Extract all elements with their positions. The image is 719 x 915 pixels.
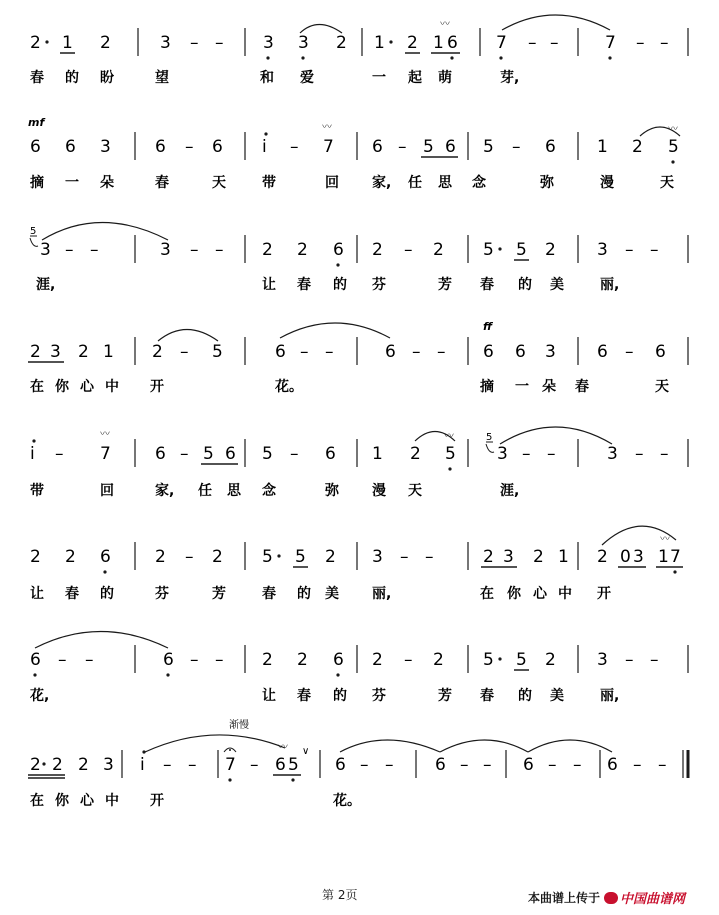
svg-text:–: – [437,342,446,362]
svg-text:1: 1 [374,33,385,53]
lyric-char: 芬 [372,277,386,293]
svg-text:–: – [412,342,421,362]
svg-text:3: 3 [597,240,608,260]
lyric-char: 萌 [438,70,452,86]
lyric-char: 任 [408,175,422,191]
lyric-char: 让 [30,586,44,602]
svg-text:–: – [215,33,224,53]
svg-text:–: – [633,755,642,775]
svg-text:2: 2 [325,547,336,567]
svg-text:2: 2 [410,444,421,464]
svg-text:3: 3 [100,137,111,157]
notes-summaries [0,0,24,1]
system-3-notation [30,223,688,267]
lyric-char: 让 [262,277,276,293]
lyric-char: 开 [597,586,611,602]
svg-text:i: i [30,444,35,464]
svg-text:5: 5 [516,650,527,670]
lyric-char: 一 [515,379,529,395]
lyric-char: 丽, [600,277,620,293]
lyric-char: 弥 [540,175,554,191]
lyric-char: 春 [480,277,494,293]
svg-text:6: 6 [545,137,556,157]
svg-text:–: – [625,342,634,362]
svg-text:5: 5 [668,137,679,157]
lyric-char: 回 [325,175,339,191]
svg-text:–: – [636,33,645,53]
lyric-char: 春 [297,277,311,293]
svg-text:–: – [573,755,582,775]
svg-text:2: 2 [262,650,273,670]
lyric-char: 天 [408,483,422,499]
lyric-char: 朵 [542,379,556,395]
svg-text:2: 2 [30,547,41,567]
lyric-char: 你 [55,793,69,809]
svg-text:–: – [400,547,409,567]
lyric-char: 念 [262,483,276,499]
lyric-char: 的 [333,277,347,293]
logo-icon [604,892,618,904]
svg-text:6: 6 [30,650,41,670]
lyric-char: 花。 [333,793,361,809]
lyric-char: 在 [30,793,44,809]
svg-text:–: – [658,755,667,775]
svg-text:2: 2 [372,650,383,670]
lyric-char: 天 [212,175,226,191]
lyric-char: 春 [155,175,169,191]
svg-text:–: – [180,342,189,362]
svg-text:5: 5 [483,650,494,670]
svg-text:7: 7 [670,547,681,567]
svg-text:5: 5 [30,226,37,237]
svg-text:6: 6 [163,650,174,670]
svg-text:6: 6 [335,755,346,775]
svg-text:–: – [650,650,659,670]
svg-text:2: 2 [407,33,418,53]
lyric-char: 摘 [30,175,44,191]
svg-text:1: 1 [597,137,608,157]
svg-text:2: 2 [483,547,494,567]
lyrics-layer [29,69,674,809]
lyric-char: 中 [105,793,119,809]
svg-text:〰: 〰 [660,534,670,545]
svg-text:2: 2 [433,240,444,260]
svg-text:6: 6 [515,342,526,362]
svg-text:–: – [185,547,194,567]
lyric-char: 的 [100,586,114,602]
svg-text:–: – [55,444,64,464]
lyric-char: 和 [260,70,274,86]
svg-text:3: 3 [40,240,51,260]
svg-text:–: – [188,755,197,775]
lyric-char: 你 [55,379,69,395]
lyric-char: 芽, [500,70,520,86]
svg-text:–: – [58,650,67,670]
lyric-char: 带 [30,483,44,499]
svg-text:6: 6 [155,444,166,464]
svg-text:1: 1 [372,444,383,464]
lyric-char: 家, [372,175,392,191]
svg-text:〰: 〰 [668,124,678,135]
svg-text:7: 7 [323,137,334,157]
svg-text:–: – [190,650,199,670]
lyric-char: 春 [480,688,494,704]
lyric-char: 弥 [325,483,339,499]
svg-text:2: 2 [433,650,444,670]
lyric-char: 一 [372,70,386,86]
svg-text:2: 2 [152,342,163,362]
lyric-char: 中 [558,586,572,602]
system-2-notation [30,122,680,164]
svg-text:2: 2 [52,755,63,775]
svg-text:–: – [547,444,556,464]
lyric-char: 的 [297,586,311,602]
svg-text:–: – [215,650,224,670]
svg-text:2: 2 [545,650,556,670]
svg-text:7: 7 [100,444,111,464]
svg-text:5: 5 [483,137,494,157]
lyric-char: 在 [480,586,494,602]
svg-text:2: 2 [30,342,41,362]
lyric-char: 的 [518,277,532,293]
svg-text:6: 6 [155,137,166,157]
lyric-char: 芳 [438,277,452,293]
svg-text:–: – [660,444,669,464]
system-1-notation [30,15,688,60]
lyric-char: 丽, [600,688,620,704]
svg-text:i: i [262,137,267,157]
svg-text:2: 2 [212,547,223,567]
svg-text:5: 5 [423,137,434,157]
svg-text:–: – [625,240,634,260]
svg-text:–: – [625,650,634,670]
lyric-char: 你 [507,586,521,602]
svg-text:–: – [522,444,531,464]
lyric-char: 起 [408,70,422,86]
lyric-char: 一 [65,175,79,191]
svg-text:i: i [140,755,145,775]
lyric-char: 念 [472,175,486,191]
svg-text:3: 3 [160,33,171,53]
lyric-char: 美 [325,586,339,602]
svg-text:2: 2 [262,240,273,260]
svg-text:6: 6 [333,650,344,670]
svg-text:5: 5 [262,547,273,567]
system-6-notation [30,526,683,573]
svg-text:6: 6 [372,137,383,157]
system-5-notation [30,427,688,471]
svg-text:5: 5 [212,342,223,362]
svg-text:6: 6 [275,755,286,775]
lyric-char: 芬 [372,688,386,704]
svg-text:–: – [250,755,259,775]
svg-text:6: 6 [385,342,396,362]
svg-text:5: 5 [486,432,493,443]
lyric-char: 让 [262,688,276,704]
lyric-char: 盼 [100,70,114,86]
lyric-char: 美 [550,277,564,293]
svg-text:6: 6 [65,137,76,157]
svg-text:6: 6 [447,33,458,53]
lyric-char: 天 [660,175,674,191]
svg-text:5: 5 [295,547,306,567]
svg-text:2: 2 [545,240,556,260]
svg-text:–: – [190,240,199,260]
lyric-char: 芳 [212,586,226,602]
svg-text:3: 3 [597,650,608,670]
lyric-char: 任 [198,483,212,499]
svg-text:3: 3 [50,342,61,362]
svg-text:2: 2 [78,755,89,775]
lyric-char: 春 [30,70,44,86]
svg-text:2: 2 [297,650,308,670]
svg-text:3: 3 [545,342,556,362]
svg-text:–: – [163,755,172,775]
svg-text:5: 5 [203,444,214,464]
svg-text:6: 6 [212,137,223,157]
lyric-char: 朵 [100,175,114,191]
svg-text:〰: 〰 [278,742,288,753]
svg-text:3: 3 [503,547,514,567]
lyric-char: 望 [155,70,169,86]
svg-text:–: – [550,33,559,53]
lyric-char: 漫 [600,175,614,191]
lyric-char: 心 [80,793,94,809]
lyric-char: 中 [105,379,119,395]
lyric-char: 美 [550,688,564,704]
svg-text:–: – [325,342,334,362]
svg-text:3: 3 [633,547,644,567]
svg-text:–: – [290,444,299,464]
lyric-char: 春 [262,586,276,602]
lyric-char: 思 [227,483,241,499]
lyric-char: 春 [575,379,589,395]
svg-text:3: 3 [372,547,383,567]
credit-text: 本曲谱上传于 [528,891,601,905]
svg-text:7: 7 [225,755,236,775]
svg-text:2: 2 [597,547,608,567]
lyric-char: 的 [518,688,532,704]
svg-text:2: 2 [30,755,41,775]
lyric-char: 春 [297,688,311,704]
svg-text:–: – [190,33,199,53]
lyric-char: 春 [65,586,79,602]
svg-text:3: 3 [160,240,171,260]
lyric-char: 家, [155,483,175,499]
svg-text:〰: 〰 [322,122,332,133]
svg-text:–: – [398,137,407,157]
lyric-char: 的 [333,688,347,704]
svg-text:0: 0 [620,547,631,567]
page-number: 第 2页 [322,888,358,902]
lyric-char: 的 [65,70,79,86]
svg-text:6: 6 [100,547,111,567]
svg-text:–: – [185,137,194,157]
svg-text:7: 7 [496,33,507,53]
svg-text:6: 6 [597,342,608,362]
svg-text:2: 2 [632,137,643,157]
svg-text:–: – [660,33,669,53]
svg-text:1: 1 [433,33,444,53]
svg-text:2: 2 [372,240,383,260]
svg-text:6: 6 [655,342,666,362]
svg-text:–: – [635,444,644,464]
lyric-char: 芬 [155,586,169,602]
svg-text:–: – [425,547,434,567]
svg-text:5: 5 [262,444,273,464]
dynamic-ff: ff [483,320,493,333]
svg-text:6: 6 [225,444,236,464]
svg-text:3: 3 [607,444,618,464]
svg-text:–: – [548,755,557,775]
lyric-char: 爱 [300,70,314,86]
svg-text:6: 6 [275,342,286,362]
svg-text:–: – [404,240,413,260]
svg-text:–: – [85,650,94,670]
dynamic-mf: mf [28,116,45,129]
svg-text:2: 2 [336,33,347,53]
lyric-char: 涯, [36,277,56,293]
svg-text:〰: 〰 [100,429,110,440]
svg-text:5: 5 [516,240,527,260]
svg-text:1: 1 [658,547,669,567]
lyric-char: 思 [438,175,452,191]
svg-text:6: 6 [325,444,336,464]
svg-text:2: 2 [78,342,89,362]
svg-text:–: – [460,755,469,775]
svg-text:6: 6 [30,137,41,157]
svg-text:2: 2 [533,547,544,567]
site-name: 中国曲谱网 [620,892,686,907]
svg-text:6: 6 [435,755,446,775]
svg-text:6: 6 [445,137,456,157]
svg-text:6: 6 [523,755,534,775]
svg-text:–: – [90,240,99,260]
svg-text:3: 3 [298,33,309,53]
svg-text:–: – [215,240,224,260]
svg-text:5: 5 [483,240,494,260]
lyric-char: 花, [30,688,50,704]
svg-text:∨: ∨ [302,746,310,757]
svg-text:〰: 〰 [444,431,454,442]
lyric-char: 心 [533,586,547,602]
lyric-char: 开 [150,793,164,809]
upload-credit [528,888,685,907]
lyric-char: 芳 [438,688,452,704]
svg-text:6: 6 [607,755,618,775]
svg-text:–: – [385,755,394,775]
svg-text:3: 3 [497,444,508,464]
svg-text:–: – [528,33,537,53]
svg-text:6: 6 [483,342,494,362]
svg-text:1: 1 [103,342,114,362]
lyric-char: 漫 [372,483,386,499]
svg-text:1: 1 [62,33,73,53]
svg-text:–: – [290,137,299,157]
svg-text:–: – [483,755,492,775]
lyric-char: 花。 [275,379,303,395]
svg-text:2: 2 [100,33,111,53]
lyric-char: 开 [150,379,164,395]
svg-text:5: 5 [445,444,456,464]
svg-text:–: – [650,240,659,260]
svg-text:–: – [512,137,521,157]
svg-text:〰: 〰 [440,19,450,30]
ritardando-mark: 渐慢 [229,720,249,731]
svg-text:6: 6 [333,240,344,260]
svg-text:2: 2 [155,547,166,567]
svg-text:–: – [65,240,74,260]
svg-text:1: 1 [558,547,569,567]
svg-text:7: 7 [605,33,616,53]
system-8-notation [28,718,688,782]
site-logo[interactable] [604,888,685,907]
svg-text:–: – [300,342,309,362]
lyric-char: 涯, [500,483,520,499]
svg-text:2: 2 [30,33,41,53]
lyric-char: 丽, [372,586,392,602]
svg-text:–: – [404,650,413,670]
lyric-char: 在 [30,379,44,395]
svg-text:3: 3 [263,33,274,53]
system-7-notation [30,632,688,677]
lyric-char: 带 [262,175,276,191]
system-4-notation [28,323,688,365]
svg-text:5: 5 [288,755,299,775]
lyric-char: 天 [655,379,669,395]
svg-text:2: 2 [297,240,308,260]
svg-text:–: – [360,755,369,775]
lyric-char: 心 [80,379,94,395]
lyric-char: 摘 [480,379,494,395]
svg-text:2: 2 [65,547,76,567]
svg-text:3: 3 [103,755,114,775]
svg-text:–: – [180,444,189,464]
lyric-char: 回 [100,483,114,499]
